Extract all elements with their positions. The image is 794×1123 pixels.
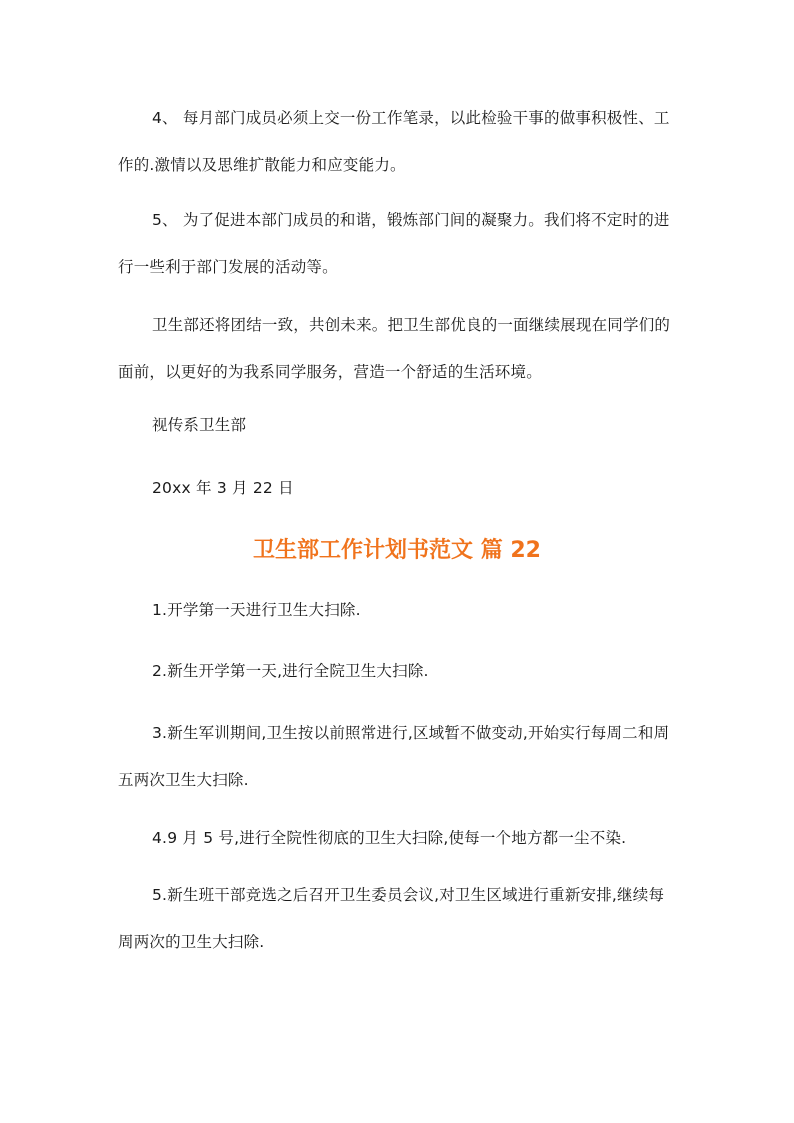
paragraph-closing: 卫生部还将团结一致，共创未来。把卫生部优良的一面继续展现在同学们的面前，以更好的为我系同学服务，营造一个舒适的生活环境。 xyxy=(118,316,671,381)
list-item-1: 1.开学第一天进行卫生大扫除. xyxy=(152,601,361,619)
section-heading: 卫生部工作计划书范文 篇 22 xyxy=(253,538,541,563)
list-item-2: 2.新生开学第一天,进行全院卫生大扫除. xyxy=(152,662,429,680)
list-item-3: 3.新生军训期间,卫生按以前照常进行,区域暂不做变动,开始实行每周二和周五两次卫生大扫除. xyxy=(118,724,670,789)
signature-department: 视传系卫生部 xyxy=(152,416,247,434)
list-item-4: 4.9 月 5 号,进行全院性彻底的卫生大扫除,使每一个地方都一尘不染. xyxy=(152,829,627,847)
paragraph-item-5: 5、 为了促进本部门成员的和谐，锻炼部门间的凝聚力。我们将不定时的进行一些利于部门发展的活动等。 xyxy=(118,211,670,276)
signature-date: 20xx 年 3 月 22 日 xyxy=(152,479,294,497)
paragraph-item-4: 4、 每月部门成员必须上交一份工作笔录，以此检验干事的做事积极性、工作的.激情以及思维扩散能力和应变能力。 xyxy=(118,109,670,174)
list-item-5: 5.新生班干部竞选之后召开卫生委员会议,对卫生区域进行重新安排,继续每周两次的卫生大扫除. xyxy=(118,886,665,951)
